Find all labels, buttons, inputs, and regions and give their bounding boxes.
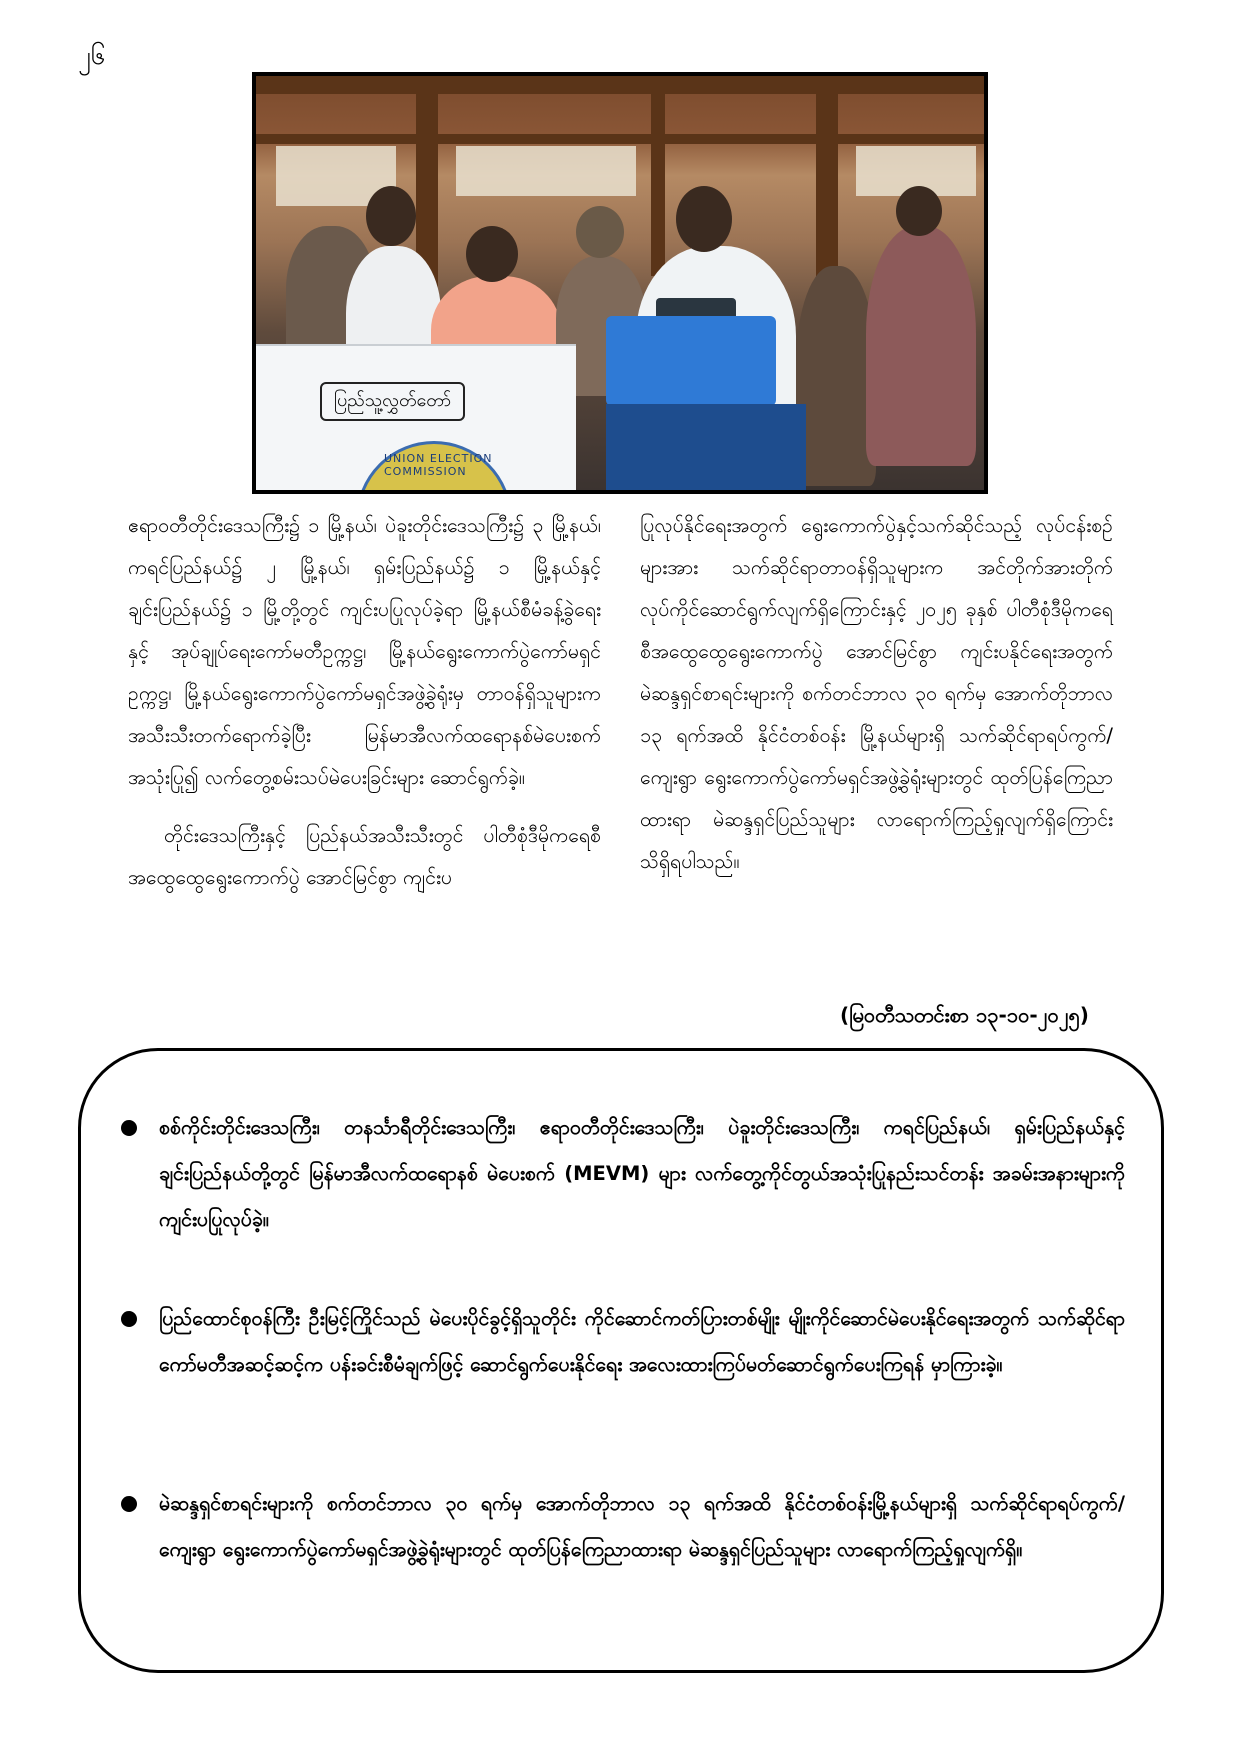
article-source: (မြဝတီသတင်းစာ ၁၃-၁၀-၂၀၂၅): [840, 1003, 1089, 1027]
summary-bullet-text: ပြည်ထောင်စုဝန်ကြီး ဦးမြင့်ကြိုင်သည် မဲပေးပိုင်ခွင့်ရှိသူတိုင်း ကိုင်ဆောင်ကတ်ပြားတစ်မျိုး မျိုးကိုင်ဆောင်မဲပေးနိုင်ရေးအတွက် သက်ဆိုင်ရာကော်မတီအဆင့်ဆင့်က ပန်းခင်းစီမံချက်ဖြင့် ဆောင်ရွက်ပေးနိုင်ရေး အလေးထားကြပ်မတ်ဆောင်ရွက်ပေးကြရန် မှာကြားခဲ့။: [159, 1307, 1125, 1376]
summary-box: [78, 1048, 1164, 1673]
article-paragraph: ဧရာဝတီတိုင်းဒေသကြီး၌ ၁ မြို့နယ်၊ ပဲခူးတိုင်းဒေသကြီး၌ ၃ မြို့နယ်၊ ကရင်ပြည်နယ်၌ ၂ မြို့နယ်၊ ရှမ်းပြည်နယ်၌ ၁ မြို့နယ်နှင့် ချင်းပြည်နယ်၌ ၁ မြို့တို့တွင် ကျင်းပပြုလုပ်ခဲ့ရာ မြို့နယ်စီမံခန့်ခွဲရေးနှင့် အုပ်ချုပ်ရေးကော်မတီဥက္ကဋ္ဌ၊ မြို့နယ်ရွေးကောက်ပွဲကော်မရှင်ဥက္ကဋ္ဌ၊ မြို့နယ်ရွေးကောက်ပွဲကော်မရှင်အဖွဲ့ခွဲရုံးမှ တာဝန်ရှိသူများက အသီးသီးတက်ရောက်ခဲ့ပြီး မြန်မာအီလက်ထရောနစ်မဲပေးစက်အသုံးပြု၍ လက်တွေ့စမ်းသပ်မဲပေးခြင်းများ ဆောင်ရွက်ခဲ့။: [128, 514, 601, 789]
summary-bullet: [121, 1296, 1125, 1388]
article-left-column: [128, 505, 601, 899]
page-number: ၂၆: [78, 41, 106, 71]
voting-photo: [252, 72, 988, 494]
voting-machine: [606, 316, 776, 406]
voting-machine-stand: [606, 404, 806, 494]
summary-bullet: [121, 1105, 1125, 1243]
article-paragraph: တိုင်းဒေသကြီးနှင့် ပြည်နယ်အသီးသီးတွင် ပါတီစုံဒီမိုကရေစီအထွေထွေရွေးကောက်ပွဲ အောင်မြင်စွာ ကျင်းပ: [128, 824, 601, 889]
bullet-icon: [121, 1120, 137, 1136]
summary-bullet-text: စစ်ကိုင်းတိုင်းဒေသကြီး၊ တနင်္သာရီတိုင်းဒေသကြီး၊ ဧရာဝတီတိုင်းဒေသကြီး၊ ပဲခူးတိုင်းဒေသကြီး၊ ကရင်ပြည်နယ်၊ ရှမ်းပြည်နယ်နှင့် ချင်းပြည်နယ်တို့တွင် မြန်မာအီလက်ထရောနစ် မဲပေးစက် (MEVM) များ လက်တွေ့ကိုင်တွယ်အသုံးပြုနည်းသင်တန်း အခမ်းအနားများကို ကျင်းပပြုလုပ်ခဲ့။: [159, 1116, 1125, 1231]
article-paragraph: ပြုလုပ်နိုင်ရေးအတွက် ရွေးကောက်ပွဲနှင့်သက်ဆိုင်သည့် လုပ်ငန်းစဉ်များအား သက်ဆိုင်ရာတာဝန်ရှိသူများက အင်တိုက်အားတိုက် လုပ်ကိုင်ဆောင်ရွက်လျက်ရှိကြောင်းနှင့် ၂၀၂၅ ခုနှစ် ပါတီစုံဒီမိုကရေစီအထွေထွေရွေးကောက်ပွဲ အောင်မြင်စွာ ကျင်းပနိုင်ရေးအတွက် မဲဆန္ဒရှင်စာရင်းများကို စက်တင်ဘာလ ၃၀ ရက်မှ အောက်တိုဘာလ ၁၃ ရက်အထိ နိုင်ငံတစ်ဝန်း မြို့နယ်များရှိ သက်ဆိုင်ရာရပ်ကွက်/ကျေးရွာ ရွေးကောက်ပွဲကော်မရှင်အဖွဲ့ခွဲရုံးများတွင် ထုတ်ပြန်ကြေညာထားရာ မဲဆန္ဒရှင်ပြည်သူများ လာရောက်ကြည့်ရှုလျက်ရှိကြောင်း သိရှိရပါသည်။: [640, 514, 1113, 873]
voting-booth: [256, 344, 576, 494]
article-right-column: [640, 505, 1113, 883]
booth-label: ပြည်သူ့လွှတ်တော်: [320, 382, 465, 421]
bullet-icon: [121, 1311, 137, 1327]
summary-bullet-text: မဲဆန္ဒရှင်စာရင်းများကို စက်တင်ဘာလ ၃၀ ရက်မှ အောက်တိုဘာလ ၁၃ ရက်အထိ နိုင်ငံတစ်ဝန်းမြို့နယ်များရှိ သက်ဆိုင်ရာရပ်ကွက်/ကျေးရွာ ရွေးကောက်ပွဲကော်မရှင်အဖွဲ့ခွဲရုံးများတွင် ထုတ်ပြန်ကြေညာထားရာ မဲဆန္ဒရှင်ပြည်သူများ လာရောက်ကြည့်ရှုလျက်ရှိ။: [159, 1492, 1125, 1561]
emblem-text: UNION ELECTION COMMISSION: [384, 452, 493, 478]
bullet-icon: [121, 1496, 137, 1512]
summary-bullet: [121, 1481, 1125, 1573]
